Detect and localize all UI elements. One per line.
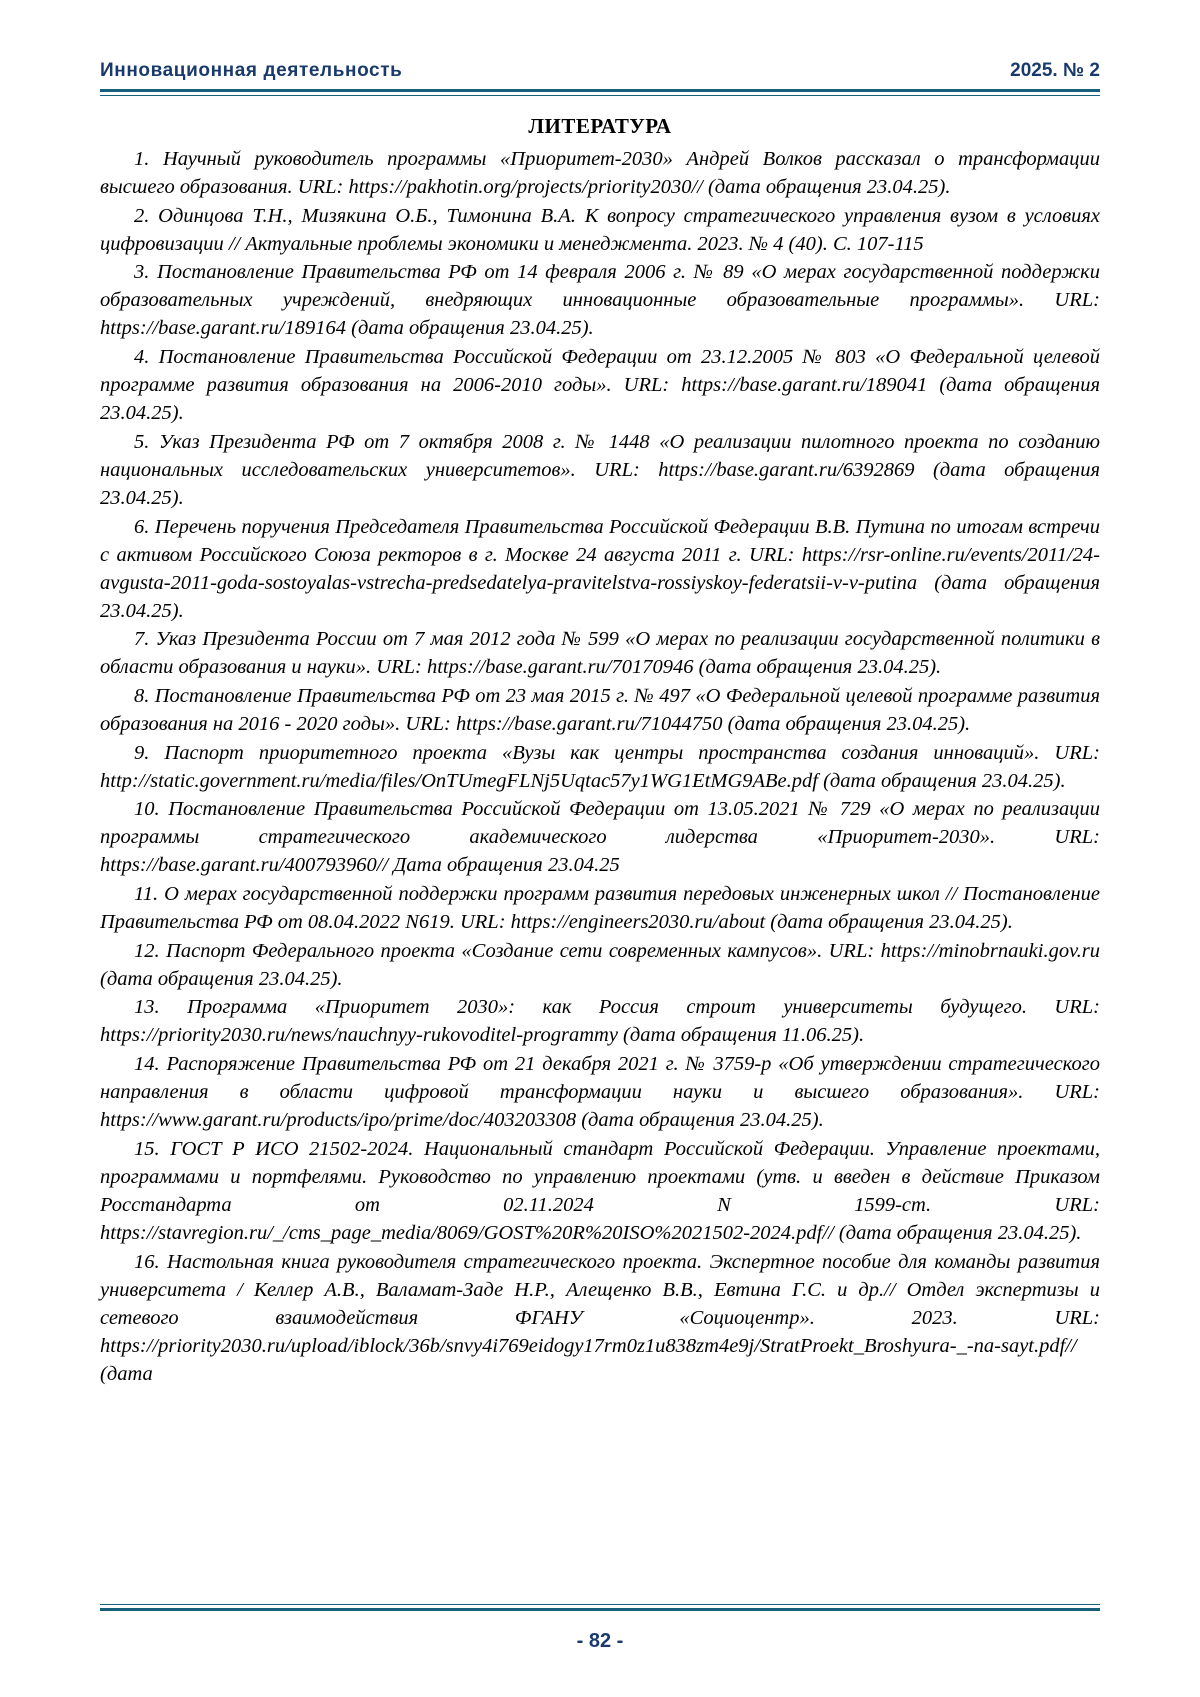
list-item: 13. Программа «Приоритет 2030»: как Россия строит университеты будущего. URL: https://priority2030.ru/news/nauchnyy-rukovoditel-programmy (дата обращения 11.06.25). bbox=[100, 996, 1100, 1047]
list-item: 6. Перечень поручения Председателя Правительства Российской Федерации В.В. Путина по итогам встречи с активом Российского Союза ректоров в г. Москве 24 августа 2011 г. URL: https://rsr-online.ru/events/2011/24-avgusta-2011-goda-sostoyalas-vstrecha-predsedatelya-pravitelstva-rossiyskoy-federatsii-v-v-putina (дата обращения 23.04.25). bbox=[100, 515, 1100, 622]
reference-list bbox=[100, 145, 1100, 1388]
list-item: 11. О мерах государственной поддержки программ развития передовых инженерных школ // Постановление Правительства РФ от 08.04.2022 N619. URL: https://engineers2030.ru/about (дата обращения 23.04.25). bbox=[100, 883, 1100, 934]
list-item: 1. Научный руководитель программы «Приоритет-2030» Андрей Волков рассказал о трансформации высшего образования. URL: https://pakhotin.org/projects/priority2030// (дата обращения 23.04.25). bbox=[100, 148, 1100, 199]
list-item: 12. Паспорт Федерального проекта «Создание сети современных кампусов». URL: https://minobrnauki.gov.ru (дата обращения 23.04.25). bbox=[100, 939, 1100, 990]
page-header bbox=[100, 0, 1100, 82]
section-title: ЛИТЕРАТУРА bbox=[528, 114, 672, 138]
list-item: 3. Постановление Правительства РФ от 14 февраля 2006 г. № 89 «О мерах государственной поддержки образовательных учреждений, внедряющих инновационные образовательные программы». URL: https://base.garant.ru/189164 (дата обращения 23.04.25). bbox=[100, 261, 1100, 340]
issue-label: 2025. № 2 bbox=[1010, 60, 1100, 81]
list-item: 4. Постановление Правительства Российской Федерации от 23.12.2005 № 803 «О Федеральной целевой программе развития образования на 2006-2010 годы». URL: https://base.garant.ru/189041 (дата обращения 23.04.25). bbox=[100, 346, 1100, 425]
journal-title: Инновационная деятельность bbox=[100, 60, 403, 81]
page-number: - 82 - bbox=[576, 1630, 624, 1652]
footer-divider bbox=[100, 1604, 1100, 1611]
list-item: 15. ГОСТ Р ИСО 21502-2024. Национальный стандарт Российской Федерации. Управление проектами, программами и портфелями. Руководство по управлению проектами (утв. и введен в действие Приказом Росстандарта от 02.11.2024 N 1599-ст. URL: https://stavregion.ru/_/cms_page_media/8069/GOST%20R%20ISO%2021502-2024.pdf// (дата обращения 23.04.25). bbox=[100, 1137, 1100, 1244]
list-item: 8. Постановление Правительства РФ от 23 мая 2015 г. № 497 «О Федеральной целевой программе развития образования на 2016 - 2020 годы». URL: https://base.garant.ru/71044750 (дата обращения 23.04.25). bbox=[100, 684, 1100, 736]
list-item: 2. Одинцова Т.Н., Мизякина О.Б., Тимонина В.А. К вопросу стратегического управления вузом в условиях цифровизации // Актуальные проблемы экономики и менеджмента. 2023. № 4 (40). С. 107-115 bbox=[100, 204, 1100, 255]
list-item: 9. Паспорт приоритетного проекта «Вузы как центры пространства создания инноваций». URL: http://static.government.ru/media/files/OnTUmegFLNj5Uqtac57y1WG1EtMG9ABe.pdf (дата обращения 23.04.25). bbox=[100, 741, 1100, 792]
list-item: 7. Указ Президента России от 7 мая 2012 года № 599 «О мерах по реализации государственной политики в области образования и науки». URL: https://base.garant.ru/70170946 (дата обращения 23.04.25). bbox=[100, 628, 1100, 679]
list-item: 16. Настольная книга руководителя стратегического проекта. Экспертное пособие для команды развития университета / Келлер А.В., Валамат-Заде Н.Р., Алещенко В.В., Евтина Г.С. и др.// Отдел экспертизы и сетевого взаимодействия ФГАНУ «Социоцентр». 2023. URL: https://priority2030.ru/upload/iblock/36b/snvy4i769eidogy17rm0z1u838zm4e9j/StratProekt_Broshyura-_-na-sayt.pdf// (дата bbox=[100, 1250, 1100, 1385]
list-item: 14. Распоряжение Правительства РФ от 21 декабря 2021 г. № 3759-р «Об утверждении стратегического направления в области цифровой трансформации науки и высшего образования». URL: https://www.garant.ru/products/ipo/prime/doc/403203308 (дата обращения 23.04.25). bbox=[100, 1053, 1100, 1132]
header-divider bbox=[100, 89, 1100, 96]
list-item: 10. Постановление Правительства Российской Федерации от 13.05.2021 № 729 «О мерах по реализации программы стратегического академического лидерства «Приоритет-2030». URL: https://base.garant.ru/400793960// Дата обращения 23.04.25 bbox=[100, 798, 1100, 877]
list-item: 5. Указ Президента РФ от 7 октября 2008 г. № 1448 «О реализации пилотного проекта по созданию национальных исследовательских университетов». URL: https://base.garant.ru/6392869 (дата обращения 23.04.25). bbox=[100, 430, 1100, 509]
